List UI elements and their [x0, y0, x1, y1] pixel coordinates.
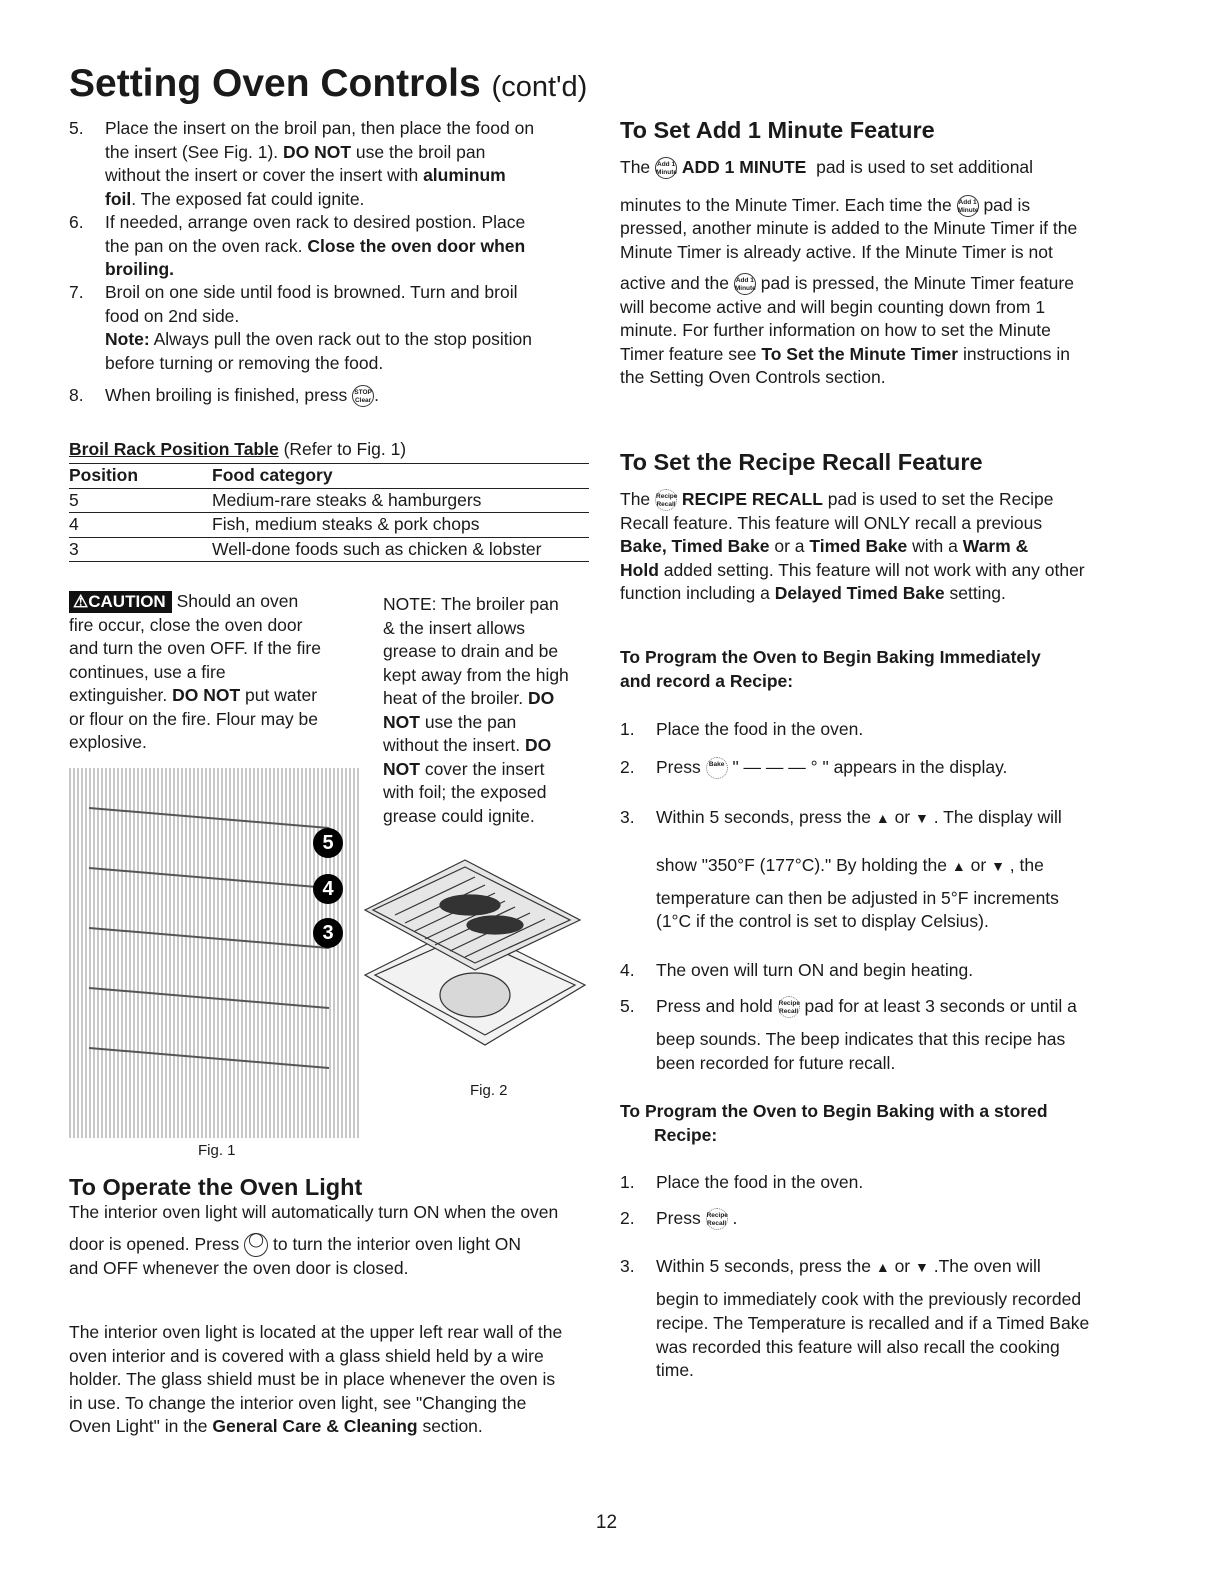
- page-title: Setting Oven Controls (cont'd): [69, 62, 588, 105]
- fig2-caption: Fig. 2: [470, 1082, 508, 1099]
- add-1-minute-pad-icon: Add 1 Minute: [655, 157, 677, 179]
- step-7: 7. Broil on one side until food is browned. Turn and broil food on 2nd side. Note: Always pull the oven rack out to the stop position before turning or removing the food.: [69, 281, 599, 380]
- rack-lines: [69, 768, 361, 1138]
- add-1-minute-heading: To Set Add 1 Minute Feature: [620, 117, 935, 143]
- recipe-recall-text: The Recipe Recall RECIPE RECALL pad is used to set the Recipe Recall feature. This feature will ONLY recall a previous Bake, Timed Bake or a Timed Bake with a Warm & Hold added setting. This feature will not work with any other function including a Delayed Timed Bake setting.: [620, 489, 1085, 603]
- step-line: the insert (See Fig. 1). DO NOT use the broil pan: [105, 141, 486, 162]
- step-line: Note: Always pull the oven rack out to the stop position: [105, 329, 533, 349]
- oven-interior-illustration: [69, 768, 361, 1138]
- step-5: 5. Place the insert on the broil pan, then place the food on the insert (See Fig. 1). DO NOT use the broil pan without the insert or cover the insert with aluminum foil. The exposed fat could ignite.: [69, 117, 599, 211]
- down-arrow-icon: ▼: [991, 858, 1005, 874]
- stop-clear-pad-icon: STOP Clear: [352, 385, 374, 407]
- broil-rack-table: [69, 463, 589, 562]
- oven-light-pad-icon: ◯: [244, 1233, 268, 1257]
- rack-position-5-marker: 5: [313, 828, 343, 858]
- step-line: before turning or removing the food.: [105, 352, 384, 373]
- table-row: 5 Medium-rare steaks & hamburgers: [69, 488, 589, 513]
- bake-pad-icon: Bake: [706, 757, 728, 779]
- step-line: broiling.: [105, 259, 175, 279]
- add-1-minute-pad-icon: Add 1 Minute: [734, 273, 756, 295]
- broil-pan-illustration: [355, 845, 595, 1065]
- up-arrow-icon: ▲: [875, 810, 890, 826]
- table-header-row: [69, 464, 589, 489]
- down-arrow-icon: ▼: [915, 1259, 929, 1275]
- rack-position-4-marker: 4: [313, 874, 343, 904]
- up-arrow-icon: ▲: [951, 858, 966, 874]
- rack-position-3-marker: 3: [313, 918, 343, 948]
- fig1-caption: Fig. 1: [198, 1142, 236, 1159]
- step-line: Broil on one side until food is browned. Turn and broil: [105, 282, 518, 302]
- oven-light-heading: To Operate the Oven Light: [69, 1174, 363, 1200]
- step-line: without the insert or cover the insert with aluminum: [105, 165, 506, 185]
- step-line: food on 2nd side.: [105, 305, 240, 326]
- table-row: 4 Fish, medium steaks & pork chops: [69, 513, 589, 538]
- oven-light-paragraph-2: The interior oven light is located at the upper left rear wall of the oven interior and is covered with a glass shield held by a wire holder. The glass shield must be in place whenever the oven is in use. To change the interior oven light, see "Changing the Oven Light" in the General Care & Cleaning section.: [69, 1322, 563, 1436]
- caution-badge: ⚠CAUTION: [69, 591, 172, 613]
- caution-block: ⚠CAUTION Should an oven fire occur, close the oven door and turn the oven OFF. If the fire continues, use a fire extinguisher. DO NOT put water or flour on the fire. Flour may be explosive.: [69, 591, 321, 752]
- down-arrow-icon: ▼: [915, 810, 929, 826]
- add-1-minute-text: The Add 1 Minute ADD 1 MINUTE pad is used to set additional minutes to the Minute Timer. Each time the Add 1 Minute pad is pressed, another minute is added to the Minute Timer if the Minute Timer is already active. If the Minute Timer is not active and the Add 1 Minute pad is pressed, the Minute Timer feature will become active and will begin counting down from 1 minute. For further information on how to set the Minute Timer feature see To Set the Minute Timer instructions in the Setting Oven Controls section.: [620, 157, 1078, 387]
- column-header: Food category: [212, 465, 333, 485]
- broiler-note: NOTE: The broiler pan & the insert allows grease to drain and be kept away from the high heat of the broiler. DO NOT use the pan without the insert. DO NOT cover the insert with foil; the exposed grease could ignite.: [383, 594, 569, 826]
- step-6: 6. If needed, arrange oven rack to desired postion. Place the pan on the oven rack. Close the oven door when broiling.: [69, 211, 599, 281]
- broil-rack-table-title: Broil Rack Position Table (Refer to Fig. 1): [69, 439, 407, 459]
- step-line: Place the insert on the broil pan, then place the food on: [105, 118, 535, 138]
- program-stored-heading: To Program the Oven to Begin Baking with a stored Recipe:: [620, 1101, 1048, 1145]
- step-line: the pan on the oven rack. Close the oven door when: [105, 235, 526, 256]
- up-arrow-icon: ▲: [875, 1259, 890, 1275]
- column-header: Position: [69, 465, 139, 485]
- broil-steps: [69, 117, 599, 410]
- page-number: 12: [595, 1512, 618, 1533]
- table-row: 3 Well-done foods such as chicken & lobster: [69, 537, 589, 562]
- oven-light-paragraph-1: The interior oven light will automatically turn ON when the oven door is opened. Press ◯ to turn the interior oven light ON and OFF whenever the oven door is closed.: [69, 1202, 559, 1278]
- recipe-recall-heading: To Set the Recipe Recall Feature: [620, 449, 983, 475]
- recipe-recall-pad-icon: Recipe Recall: [655, 489, 677, 511]
- step-line: If needed, arrange oven rack to desired postion. Place: [105, 212, 526, 232]
- recipe-recall-pad-icon: Recipe Recall: [706, 1208, 728, 1230]
- step-8: 8. When broiling is finished, press STOP Clear .: [69, 380, 599, 410]
- step-line: foil. The exposed fat could ignite.: [105, 188, 365, 209]
- warning-triangle-icon: ⚠: [73, 592, 89, 611]
- program-immediate-heading: To Program the Oven to Begin Baking Immediately and record a Recipe:: [620, 647, 1041, 691]
- add-1-minute-pad-icon: Add 1 Minute: [957, 195, 979, 217]
- recipe-recall-pad-icon: Recipe Recall: [778, 996, 800, 1018]
- page-title-suffix: (cont'd): [491, 71, 588, 103]
